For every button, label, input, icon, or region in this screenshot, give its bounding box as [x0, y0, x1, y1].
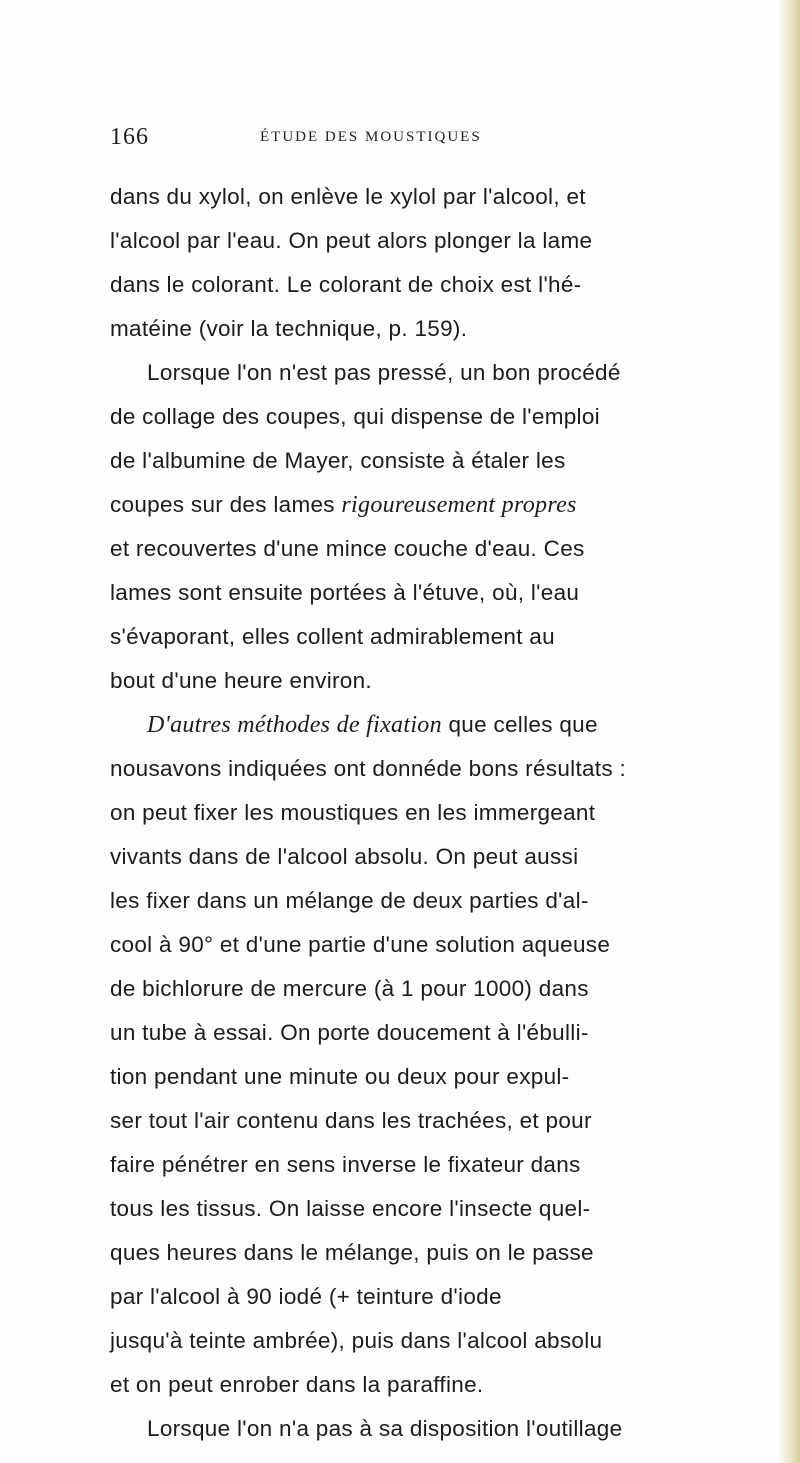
text-line: cool à 90° et d'une partie d'une solution aqueuse — [110, 932, 611, 957]
text-line: Lorsque l'on n'a pas à sa disposition l'outillage — [147, 1416, 623, 1441]
italic-phrase: D'autres méthodes de fixation — [147, 712, 442, 738]
text-line: les fixer dans un mélange de deux parties d'al- — [110, 888, 589, 913]
text-line: s'évaporant, elles collent admirablement au — [110, 624, 555, 649]
text-line: nousavons indiquées ont donnéde bons résultats : — [110, 756, 627, 781]
text-line: un tube à essai. On porte doucement à l'ébulli- — [110, 1020, 589, 1045]
text-line: de collage des coupes, qui dispense de l'emploi — [110, 404, 600, 429]
text-line: l'alcool par l'eau. On peut alors plonger la lame — [110, 228, 593, 253]
text-line: vivants dans de l'alcool absolu. On peut aussi — [110, 844, 579, 869]
text-run: coupes sur des lames — [110, 492, 342, 517]
text-line: tion pendant une minute ou deux pour expul- — [110, 1064, 570, 1089]
text-line: de l'albumine de Mayer, consiste à étaler les — [110, 448, 566, 473]
text-line: dans du xylol, on enlève le xylol par l'alcool, et — [110, 184, 586, 209]
text-line — [110, 703, 770, 747]
text-line: on peut fixer les moustiques en les immergeant — [110, 800, 596, 825]
text-line: ques heures dans le mélange, puis on le passe — [110, 1240, 594, 1265]
running-head: ÉTUDE DES MOUSTIQUES — [260, 129, 482, 145]
body-text — [110, 175, 770, 1451]
text-line: tous les tissus. On laisse encore l'insecte quel- — [110, 1196, 591, 1221]
text-line: matéine (voir la technique, p. 159). — [110, 316, 468, 341]
text-line: ser tout l'air contenu dans les trachées, et pour — [110, 1108, 592, 1133]
text-line — [110, 483, 770, 527]
text-line: dans le colorant. Le colorant de choix est l'hé- — [110, 272, 582, 297]
text-run: que celles que — [441, 712, 598, 737]
text-line: de bichlorure de mercure (à 1 pour 1000) dans — [110, 976, 589, 1001]
text-line: et recouvertes d'une mince couche d'eau. Ces — [110, 536, 585, 561]
page-number: 166 — [110, 124, 149, 150]
text-line: jusqu'à teinte ambrée), puis dans l'alcool absolu — [110, 1328, 603, 1353]
text-line: bout d'une heure environ. — [110, 668, 372, 693]
text-line: par l'alcool à 90 iodé (+ teinture d'iode — [110, 1284, 502, 1309]
text-line: Lorsque l'on n'est pas pressé, un bon procédé — [147, 360, 621, 385]
text-line: lames sont ensuite portées à l'étuve, où, l'eau — [110, 580, 580, 605]
page-edge-shadow — [778, 0, 800, 1463]
text-line: et on peut enrober dans la paraffine. — [110, 1372, 484, 1397]
italic-phrase: rigoureusement propres — [341, 492, 577, 518]
page-header — [110, 124, 750, 154]
text-line: faire pénétrer en sens inverse le fixateur dans — [110, 1152, 581, 1177]
